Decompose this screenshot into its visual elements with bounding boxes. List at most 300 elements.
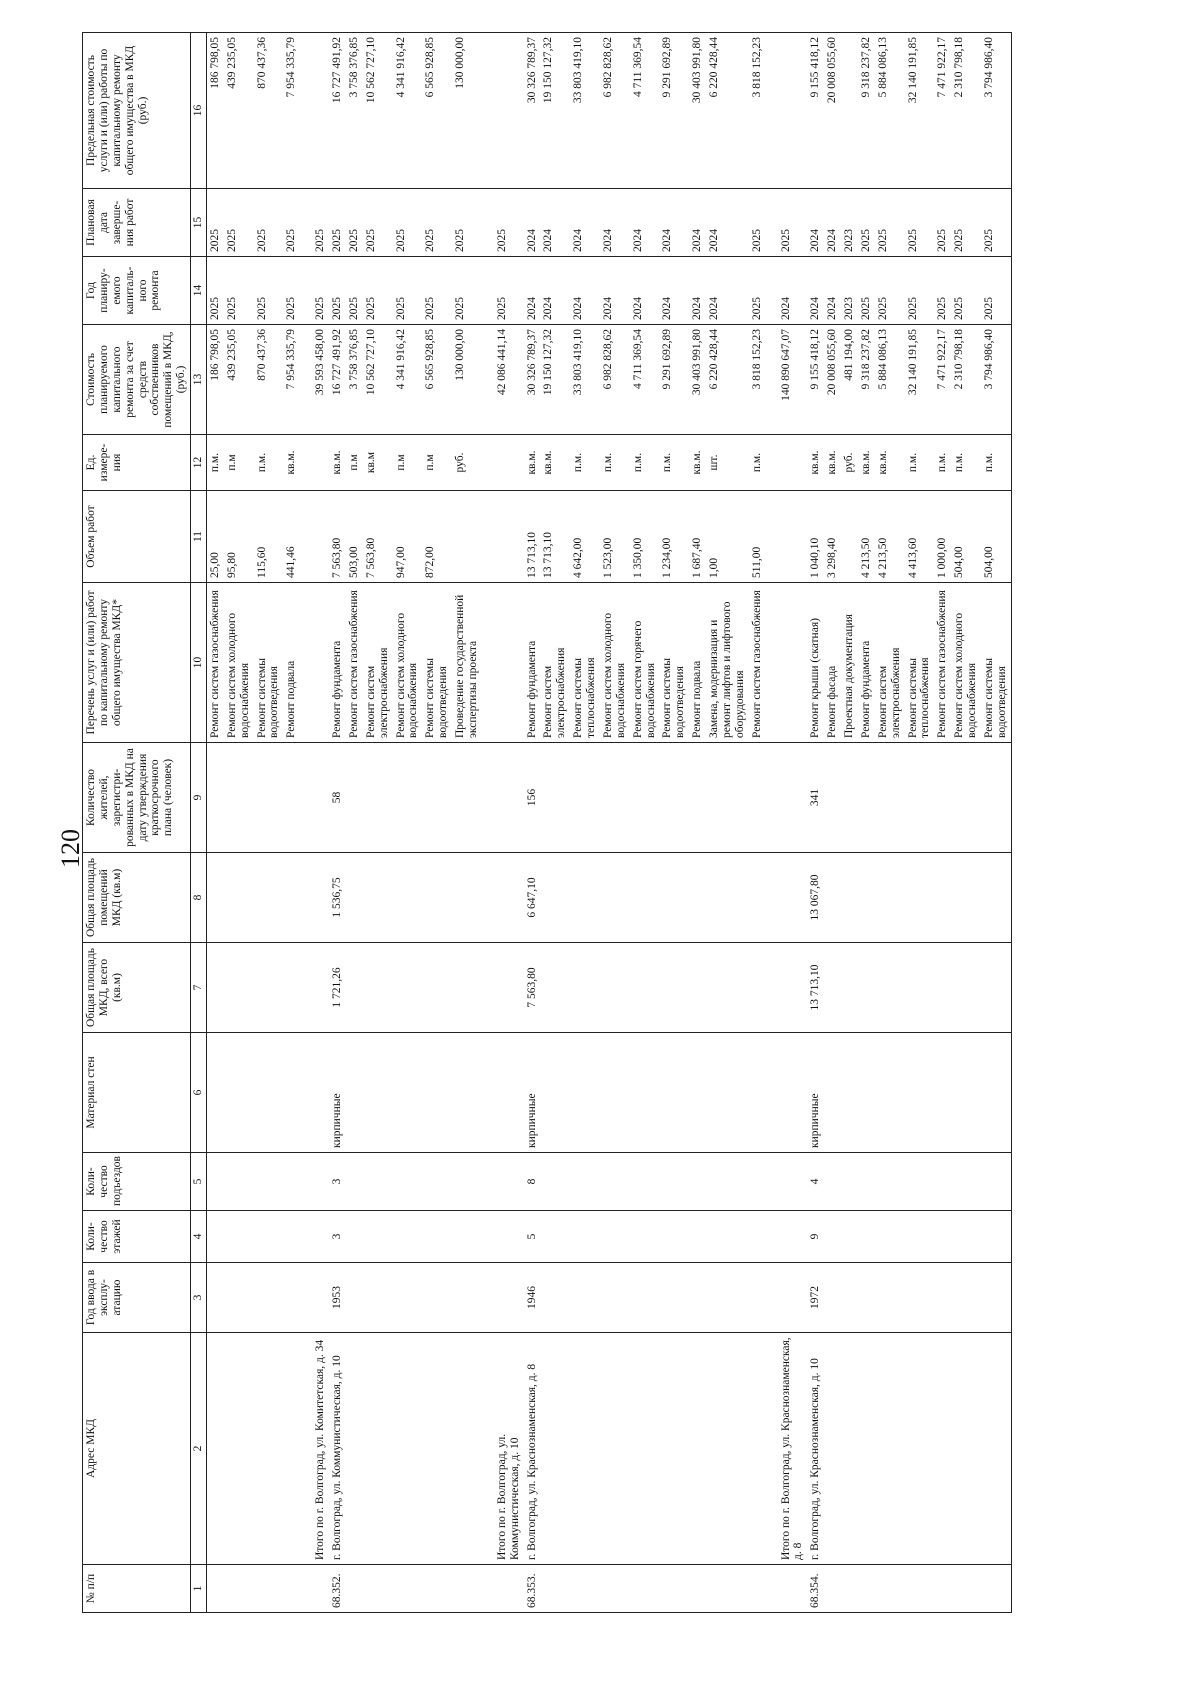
residents-cell [300, 743, 329, 853]
repair-year-cell: 2024 [689, 257, 706, 325]
repair-year-cell: 2024 [570, 257, 600, 325]
residents-cell [283, 743, 300, 853]
row-number [283, 1565, 300, 1613]
row-number [422, 1565, 452, 1613]
limit-cost-cell: 4 341 916,42 [393, 33, 423, 189]
cost-cell: 186 798,05 [206, 325, 223, 435]
volume-cell: 1,00 [706, 491, 749, 583]
completion-date-cell: 2024 [570, 189, 600, 257]
wall-material-cell [659, 1033, 689, 1153]
rooms-area-cell [689, 853, 706, 943]
column-number: 1 [191, 1565, 207, 1613]
volume-cell: 25,00 [206, 491, 223, 583]
address-cell [706, 1333, 749, 1565]
table-row [224, 33, 254, 1613]
residents-cell: 341 [807, 743, 824, 853]
cost-cell: 33 803 419,10 [570, 325, 600, 435]
completion-date-cell: 2024 [824, 189, 841, 257]
column-number: 8 [191, 853, 207, 943]
wall-material-cell [224, 1033, 254, 1153]
work-type-cell: Ремонт систем газоснабжения [206, 583, 223, 743]
limit-cost-cell: 186 798,05 [206, 33, 223, 189]
rooms-area-cell [875, 853, 905, 943]
address-cell: г. Волгоград, ул. Коммунистическая, д. 10 [329, 1333, 346, 1565]
unit-cell: п.м. [600, 435, 630, 491]
volume-cell: 1 350,00 [630, 491, 660, 583]
volume-cell: 4 642,00 [570, 491, 600, 583]
volume-cell: 1 234,00 [659, 491, 689, 583]
floors-cell [905, 1211, 935, 1263]
completion-date-cell: 2025 [981, 189, 1011, 257]
year-built-cell [393, 1263, 423, 1333]
floors-cell [540, 1211, 570, 1263]
column-number: 15 [191, 189, 207, 257]
total-area-cell [300, 943, 329, 1033]
address-cell [841, 1333, 858, 1565]
volume-cell: 947,00 [393, 491, 423, 583]
volume-cell: 7 563,80 [363, 491, 393, 583]
total-area-cell [600, 943, 630, 1033]
address-cell [981, 1333, 1011, 1565]
year-built-cell [540, 1263, 570, 1333]
cost-cell: 9 155 418,12 [807, 325, 824, 435]
rooms-area-cell [452, 853, 482, 943]
unit-cell: кв.м. [524, 435, 541, 491]
limit-cost-cell: 33 803 419,10 [570, 33, 600, 189]
residents-cell [630, 743, 660, 853]
table-row [858, 33, 875, 1613]
residents-cell [689, 743, 706, 853]
limit-cost-cell [300, 33, 329, 189]
column-header: Год планиру-емого капиталь-ного ремонта [83, 257, 191, 325]
completion-date-cell: 2025 [422, 189, 452, 257]
volume-cell: 3 298,40 [824, 491, 841, 583]
unit-cell: п.м. [254, 435, 284, 491]
header-row [83, 33, 191, 1613]
limit-cost-cell [766, 33, 808, 189]
completion-date-cell: 2024 [689, 189, 706, 257]
floors-cell [875, 1211, 905, 1263]
cost-cell: 130 000,00 [452, 325, 482, 435]
limit-cost-cell: 16 727 491,92 [329, 33, 346, 189]
floors-cell [749, 1211, 766, 1263]
total-area-cell [346, 943, 363, 1033]
unit-cell: п.м. [981, 435, 1011, 491]
work-type-cell: Ремонт системы водоотведения [981, 583, 1011, 743]
cost-cell: 3 794 986,40 [981, 325, 1011, 435]
column-number: 12 [191, 435, 207, 491]
repair-year-cell: 2023 [841, 257, 858, 325]
year-built-cell [346, 1263, 363, 1333]
year-built-cell: 1972 [807, 1263, 824, 1333]
year-built-cell [951, 1263, 981, 1333]
repair-year-cell: 2025 [749, 257, 766, 325]
residents-cell [422, 743, 452, 853]
volume-cell: 115,60 [254, 491, 284, 583]
cost-cell: 39 593 458,00 [300, 325, 329, 435]
limit-cost-cell: 870 437,36 [254, 33, 284, 189]
rooms-area-cell [540, 853, 570, 943]
total-row [766, 33, 808, 1613]
wall-material-cell [951, 1033, 981, 1153]
rooms-area-cell [346, 853, 363, 943]
row-number [630, 1565, 660, 1613]
total-area-cell [224, 943, 254, 1033]
completion-date-cell: 2025 [858, 189, 875, 257]
year-built-cell [206, 1263, 223, 1333]
completion-date-cell: 2024 [600, 189, 630, 257]
entrances-cell [254, 1153, 284, 1211]
limit-cost-cell: 2 310 798,18 [951, 33, 981, 189]
volume-cell: 7 563,80 [329, 491, 346, 583]
column-number: 13 [191, 325, 207, 435]
column-header: Коли-чество подъездов [83, 1153, 191, 1211]
work-type-cell: Ремонт систем холодного водоснабжения [393, 583, 423, 743]
rooms-area-cell [300, 853, 329, 943]
entrances-cell [981, 1153, 1011, 1211]
wall-material-cell [482, 1033, 524, 1153]
table-row [905, 33, 935, 1613]
completion-date-cell: 2025 [346, 189, 363, 257]
wall-material-cell: кирпичные [329, 1033, 346, 1153]
residents-cell [363, 743, 393, 853]
wall-material-cell [254, 1033, 284, 1153]
page-number: 120 [56, 829, 85, 868]
year-built-cell [570, 1263, 600, 1333]
wall-material-cell [422, 1033, 452, 1153]
total-area-cell [951, 943, 981, 1033]
total-area-cell [452, 943, 482, 1033]
cost-cell: 7 954 335,79 [283, 325, 300, 435]
volume-cell [766, 491, 808, 583]
total-area-cell [981, 943, 1011, 1033]
floors-cell [422, 1211, 452, 1263]
cost-cell: 9 291 692,89 [659, 325, 689, 435]
total-row [300, 33, 329, 1613]
floors-cell [452, 1211, 482, 1263]
total-area-cell [766, 943, 808, 1033]
limit-cost-cell: 30 403 991,80 [689, 33, 706, 189]
floors-cell [206, 1211, 223, 1263]
total-area-cell [254, 943, 284, 1033]
row-number [875, 1565, 905, 1613]
rooms-area-cell [824, 853, 841, 943]
floors-cell [283, 1211, 300, 1263]
work-type-cell: Проектная документация [841, 583, 858, 743]
unit-cell: п.м. [905, 435, 935, 491]
unit-cell: кв.м. [824, 435, 841, 491]
total-area-cell [482, 943, 524, 1033]
wall-material-cell [630, 1033, 660, 1153]
cost-cell: 870 437,36 [254, 325, 284, 435]
work-type-cell: Ремонт фасада [824, 583, 841, 743]
limit-cost-cell: 6 982 828,62 [600, 33, 630, 189]
residents-cell [934, 743, 951, 853]
house-row [329, 33, 346, 1613]
table-row [841, 33, 858, 1613]
cost-cell: 4 711 369,54 [630, 325, 660, 435]
volume-cell: 13 713,10 [540, 491, 570, 583]
column-header: Плановая дата заверше-ния работ [83, 189, 191, 257]
residents-cell [841, 743, 858, 853]
rooms-area-cell [422, 853, 452, 943]
year-built-cell [824, 1263, 841, 1333]
column-number: 14 [191, 257, 207, 325]
entrances-cell [934, 1153, 951, 1211]
row-number [951, 1565, 981, 1613]
unit-cell: п.м. [951, 435, 981, 491]
year-built-cell [749, 1263, 766, 1333]
repair-year-cell: 2025 [393, 257, 423, 325]
residents-cell [824, 743, 841, 853]
address-cell [254, 1333, 284, 1565]
column-number: 11 [191, 491, 207, 583]
entrances-cell [600, 1153, 630, 1211]
completion-date-cell: 2025 [482, 189, 524, 257]
total-area-cell [363, 943, 393, 1033]
rooms-area-cell [706, 853, 749, 943]
limit-cost-cell: 10 562 727,10 [363, 33, 393, 189]
work-type-cell: Ремонт фундамента [858, 583, 875, 743]
floors-cell: 5 [524, 1211, 541, 1263]
table-row [749, 33, 766, 1613]
work-type-cell: Ремонт подвала [283, 583, 300, 743]
table-row [254, 33, 284, 1613]
unit-cell: п.м. [934, 435, 951, 491]
unit-cell: п.м. [630, 435, 660, 491]
floors-cell [300, 1211, 329, 1263]
entrances-cell [422, 1153, 452, 1211]
volume-cell: 872,00 [422, 491, 452, 583]
repair-year-cell: 2025 [905, 257, 935, 325]
wall-material-cell [283, 1033, 300, 1153]
unit-cell: п.м [224, 435, 254, 491]
wall-material-cell [452, 1033, 482, 1153]
column-header: Материал стен [83, 1033, 191, 1153]
table-row [283, 33, 300, 1613]
residents-cell [905, 743, 935, 853]
completion-date-cell: 2025 [766, 189, 808, 257]
unit-cell: п.м [393, 435, 423, 491]
limit-cost-cell: 30 326 789,37 [524, 33, 541, 189]
unit-cell: кв.м. [875, 435, 905, 491]
repair-year-cell: 2025 [858, 257, 875, 325]
rooms-area-cell [981, 853, 1011, 943]
limit-cost-cell: 32 140 191,85 [905, 33, 935, 189]
volume-cell: 1 687,40 [689, 491, 706, 583]
address-cell [206, 1333, 223, 1565]
limit-cost-cell: 7 954 335,79 [283, 33, 300, 189]
unit-cell: п.м. [570, 435, 600, 491]
residents-cell [706, 743, 749, 853]
table-row [824, 33, 841, 1613]
work-type-cell: Ремонт системы водоотведения [254, 583, 284, 743]
rooms-area-cell [934, 853, 951, 943]
row-number [981, 1565, 1011, 1613]
unit-cell: кв.м. [858, 435, 875, 491]
residents-cell [206, 743, 223, 853]
repair-year-cell: 2024 [600, 257, 630, 325]
total-area-cell [422, 943, 452, 1033]
repair-year-cell: 2025 [283, 257, 300, 325]
year-built-cell [363, 1263, 393, 1333]
column-header: Стоимость планируемого капитального ремонта за счет средств собственников помещений в МКД, (руб.) [83, 325, 191, 435]
limit-cost-cell: 20 008 055,60 [824, 33, 841, 189]
row-number [659, 1565, 689, 1613]
row-number [363, 1565, 393, 1613]
repair-year-cell: 2025 [482, 257, 524, 325]
row-number [570, 1565, 600, 1613]
entrances-cell [206, 1153, 223, 1211]
year-built-cell [934, 1263, 951, 1333]
address-cell [824, 1333, 841, 1565]
floors-cell: 3 [329, 1211, 346, 1263]
wall-material-cell [905, 1033, 935, 1153]
row-number [540, 1565, 570, 1613]
cost-cell: 7 471 922,17 [934, 325, 951, 435]
row-number [905, 1565, 935, 1613]
address-cell [283, 1333, 300, 1565]
rooms-area-cell: 6 647,10 [524, 853, 541, 943]
total-area-cell [841, 943, 858, 1033]
completion-date-cell: 2025 [254, 189, 284, 257]
year-built-cell [482, 1263, 524, 1333]
unit-cell [300, 435, 329, 491]
completion-date-cell: 2025 [329, 189, 346, 257]
entrances-cell: 3 [329, 1153, 346, 1211]
entrances-cell [749, 1153, 766, 1211]
address-cell [600, 1333, 630, 1565]
unit-cell: шт. [706, 435, 749, 491]
year-built-cell [981, 1263, 1011, 1333]
entrances-cell [766, 1153, 808, 1211]
column-number: 4 [191, 1211, 207, 1263]
work-type-cell: Ремонт подвала [689, 583, 706, 743]
rooms-area-cell [393, 853, 423, 943]
year-built-cell [689, 1263, 706, 1333]
row-number [824, 1565, 841, 1613]
capital-repair-table [82, 32, 1012, 1613]
wall-material-cell [981, 1033, 1011, 1153]
work-type-cell: Проведение государственной экспертизы проекта [452, 583, 482, 743]
volume-cell: 1 000,00 [934, 491, 951, 583]
work-type-cell: Ремонт систем холодного водоснабжения [951, 583, 981, 743]
year-built-cell [300, 1263, 329, 1333]
total-area-cell [393, 943, 423, 1033]
rooms-area-cell [749, 853, 766, 943]
wall-material-cell [824, 1033, 841, 1153]
unit-cell: п.м. [749, 435, 766, 491]
repair-year-cell: 2024 [540, 257, 570, 325]
completion-date-cell: 2025 [363, 189, 393, 257]
floors-cell [254, 1211, 284, 1263]
repair-year-cell: 2024 [524, 257, 541, 325]
volume-cell [452, 491, 482, 583]
total-area-cell [540, 943, 570, 1033]
unit-cell: п.м [346, 435, 363, 491]
column-number: 7 [191, 943, 207, 1033]
completion-date-cell: 2024 [659, 189, 689, 257]
total-area-cell: 13 713,10 [807, 943, 824, 1033]
cost-cell: 30 326 789,37 [524, 325, 541, 435]
limit-cost-cell: 9 318 237,82 [858, 33, 875, 189]
limit-cost-cell: 9 155 418,12 [807, 33, 824, 189]
wall-material-cell [206, 1033, 223, 1153]
completion-date-cell: 2024 [630, 189, 660, 257]
floors-cell [981, 1211, 1011, 1263]
row-number [858, 1565, 875, 1613]
limit-cost-cell: 130 000,00 [452, 33, 482, 189]
address-cell [363, 1333, 393, 1565]
year-built-cell [841, 1263, 858, 1333]
address-cell [422, 1333, 452, 1565]
total-area-cell: 1 721,26 [329, 943, 346, 1033]
address-cell [689, 1333, 706, 1565]
wall-material-cell [706, 1033, 749, 1153]
volume-cell: 4 213,50 [875, 491, 905, 583]
wall-material-cell [600, 1033, 630, 1153]
cost-cell: 3 818 152,23 [749, 325, 766, 435]
limit-cost-cell: 6 220 428,44 [706, 33, 749, 189]
address-cell [224, 1333, 254, 1565]
column-header: Год ввода в эксплу-атацию [83, 1263, 191, 1333]
row-number [206, 1565, 223, 1613]
floors-cell [224, 1211, 254, 1263]
column-number: 9 [191, 743, 207, 853]
row-number [749, 1565, 766, 1613]
cost-cell: 32 140 191,85 [905, 325, 935, 435]
entrances-cell [283, 1153, 300, 1211]
row-number: 68.354. [807, 1565, 824, 1613]
total-area-cell [934, 943, 951, 1033]
unit-cell: кв.м. [689, 435, 706, 491]
repair-year-cell: 2024 [766, 257, 808, 325]
work-type-cell [300, 583, 329, 743]
row-number [766, 1565, 808, 1613]
limit-cost-cell [841, 33, 858, 189]
work-type-cell: Ремонт систем газоснабжения [749, 583, 766, 743]
address-cell [630, 1333, 660, 1565]
entrances-cell [875, 1153, 905, 1211]
completion-date-cell: 2025 [749, 189, 766, 257]
total-area-cell [283, 943, 300, 1033]
residents-cell [452, 743, 482, 853]
row-number: 68.352. [329, 1565, 346, 1613]
table-row [951, 33, 981, 1613]
wall-material-cell [841, 1033, 858, 1153]
row-number: 68.353. [524, 1565, 541, 1613]
row-number [689, 1565, 706, 1613]
unit-cell: кв.м. [807, 435, 824, 491]
unit-cell [482, 435, 524, 491]
floors-cell [570, 1211, 600, 1263]
work-type-cell: Ремонт систем газоснабжения [934, 583, 951, 743]
cost-cell: 481 194,00 [841, 325, 858, 435]
address-cell [875, 1333, 905, 1565]
limit-cost-cell: 7 471 922,17 [934, 33, 951, 189]
table-body [206, 33, 1011, 1613]
column-number: 16 [191, 33, 207, 189]
unit-cell: руб. [452, 435, 482, 491]
entrances-cell [905, 1153, 935, 1211]
volume-cell: 13 713,10 [524, 491, 541, 583]
year-built-cell: 1953 [329, 1263, 346, 1333]
year-built-cell [659, 1263, 689, 1333]
column-header: Общая площадь помещений МКД (кв.м) [83, 853, 191, 943]
work-type-cell: Ремонт систем электроснабжения [540, 583, 570, 743]
table-row [452, 33, 482, 1613]
completion-date-cell: 2025 [452, 189, 482, 257]
